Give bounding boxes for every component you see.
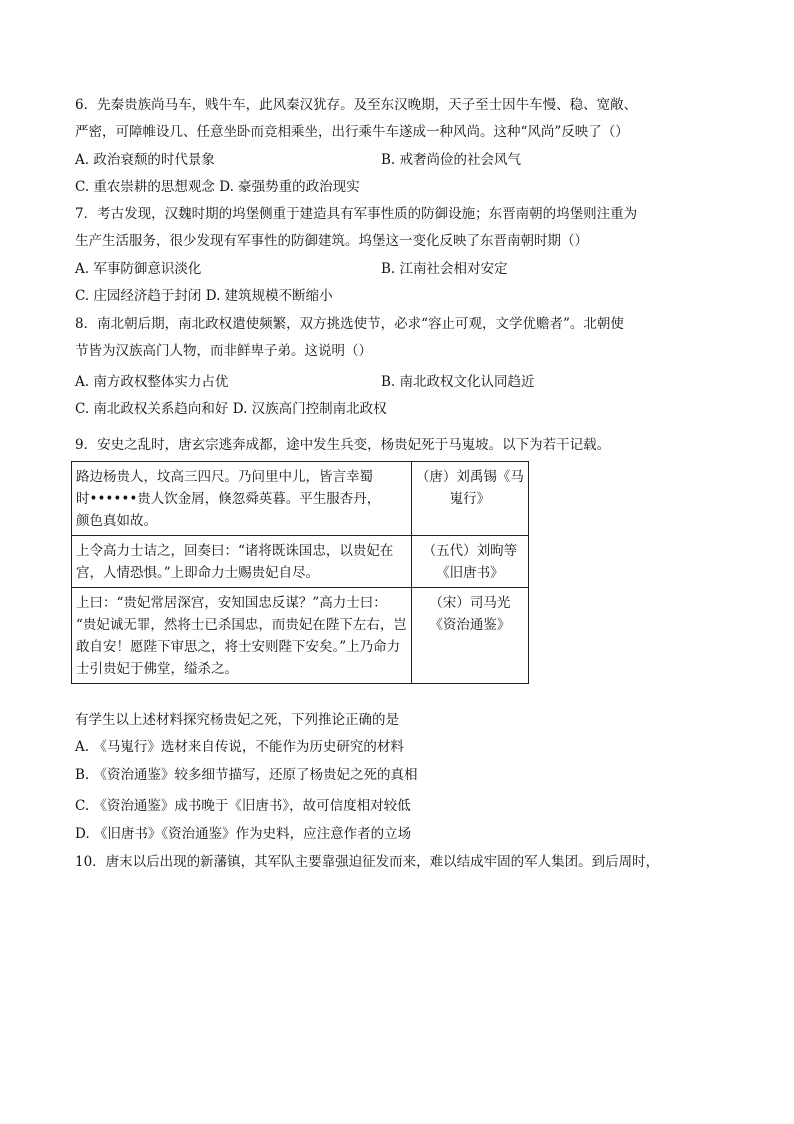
source-text-cell: 上令高力士诘之，回奏曰：“诸将既诛国忠，以贵妃在 宫，人情恐惧。”上即命力士赐贵妃自尽。	[72, 536, 412, 588]
question-7-option-c-d: C. 庄园经济趋于封闭 D. 建筑规模不断缩小	[75, 288, 333, 304]
source-text-cell: 上曰：“贵妃常居深宫，安知国忠反谋？”高力士曰： “贵妃诚无罪，然将士已杀国忠，而贵妃在陛下左右，岂 敢自安！愿陛下审思之，将士安则陛下安矣。”上乃命力 士引贵妃于佛堂，缢杀之。	[72, 588, 412, 684]
question-8-stem-line-2: 节皆为汉族高门人物，而非鲜卑子弟。这说明（）	[75, 343, 372, 359]
question-8-option-c-d: C. 南北政权关系趋向和好 D. 汉族高门控制南北政权	[75, 401, 387, 417]
question-7-option-a: A. 军事防御意识淡化	[75, 261, 202, 277]
source-table	[71, 461, 529, 684]
question-6-option-b: B. 戒奢尚俭的社会风气	[381, 152, 522, 168]
question-7-stem-line-2: 生产生活服务，很少发现有军事性的防御建筑。坞堡这一变化反映了东晋南朝时期（）	[75, 233, 588, 249]
question-9-stem: 9．安史之乱时，唐玄宗逃奔成都，途中发生兵变，杨贵妃死于马嵬坡。以下为若干记载。	[75, 437, 611, 453]
source-ref-cell: （五代）刘昫等 《旧唐书》	[411, 536, 528, 588]
source-ref-cell: （唐）刘禹锡《马 嵬行》	[411, 462, 528, 536]
table-row	[72, 588, 529, 684]
question-6-stem-line-2: 严密，可障帷设几、任意坐卧而竞相乘坐，出行乘牛车遂成一种风尚。这种“风尚”反映了（）	[75, 124, 629, 140]
question-6-stem-line-1: 6．先秦贵族尚马车，贱牛车，此风秦汉犹存。及至东汉晚期，天子至士因牛车慢、稳、宽敞、	[75, 97, 638, 113]
question-7-option-b: B. 江南社会相对安定	[381, 261, 508, 277]
question-8-stem-line-1: 8．南北朝后期，南北政权遣使频繁，双方挑选使节，必求“容止可观，文学优赡者”。北朝使	[75, 316, 624, 332]
question-6-option-a: A. 政治衰颓的时代景象	[75, 152, 215, 168]
question-8-option-a: A. 南方政权整体实力占优	[75, 374, 229, 390]
question-9-option-b: B. 《资治通鉴》较多细节描写，还原了杨贵妃之死的真相	[75, 767, 418, 783]
table-row	[72, 462, 529, 536]
question-9-option-c: C. 《资治通鉴》成书晚于《旧唐书》，故可信度相对较低	[75, 798, 411, 814]
question-7-stem-line-1: 7．考古发现，汉魏时期的坞堡侧重于建造具有军事性质的防御设施；东晋南朝的坞堡则注重为	[75, 206, 638, 222]
table-row	[72, 536, 529, 588]
question-9-option-d: D. 《旧唐书》《资治通鉴》作为史料，应注意作者的立场	[75, 826, 412, 842]
question-6-option-c-d: C. 重农崇耕的思想观念 D. 豪强势重的政治现实	[75, 179, 360, 195]
source-ref-cell: （宋）司马光 《资治通鉴》	[411, 588, 528, 684]
question-9-option-a: A. 《马嵬行》选材来自传说，不能作为历史研究的材料	[75, 739, 404, 755]
source-text-cell: 路边杨贵人，坟高三四尺。乃问里中儿，皆言幸蜀 时••••••贵人饮金屑，倏忽舜英暮。平生服杏丹， 颜色真如故。	[72, 462, 412, 536]
question-8-option-b: B. 南北政权文化认同趋近	[381, 374, 535, 390]
question-9-prompt: 有学生以上述材料探究杨贵妃之死，下列推论正确的是	[75, 712, 399, 728]
question-10-stem: 10．唐末以后出现的新藩镇，其军队主要靠强迫征发而来，难以结成牢固的军人集团。到后周时，	[75, 854, 660, 870]
